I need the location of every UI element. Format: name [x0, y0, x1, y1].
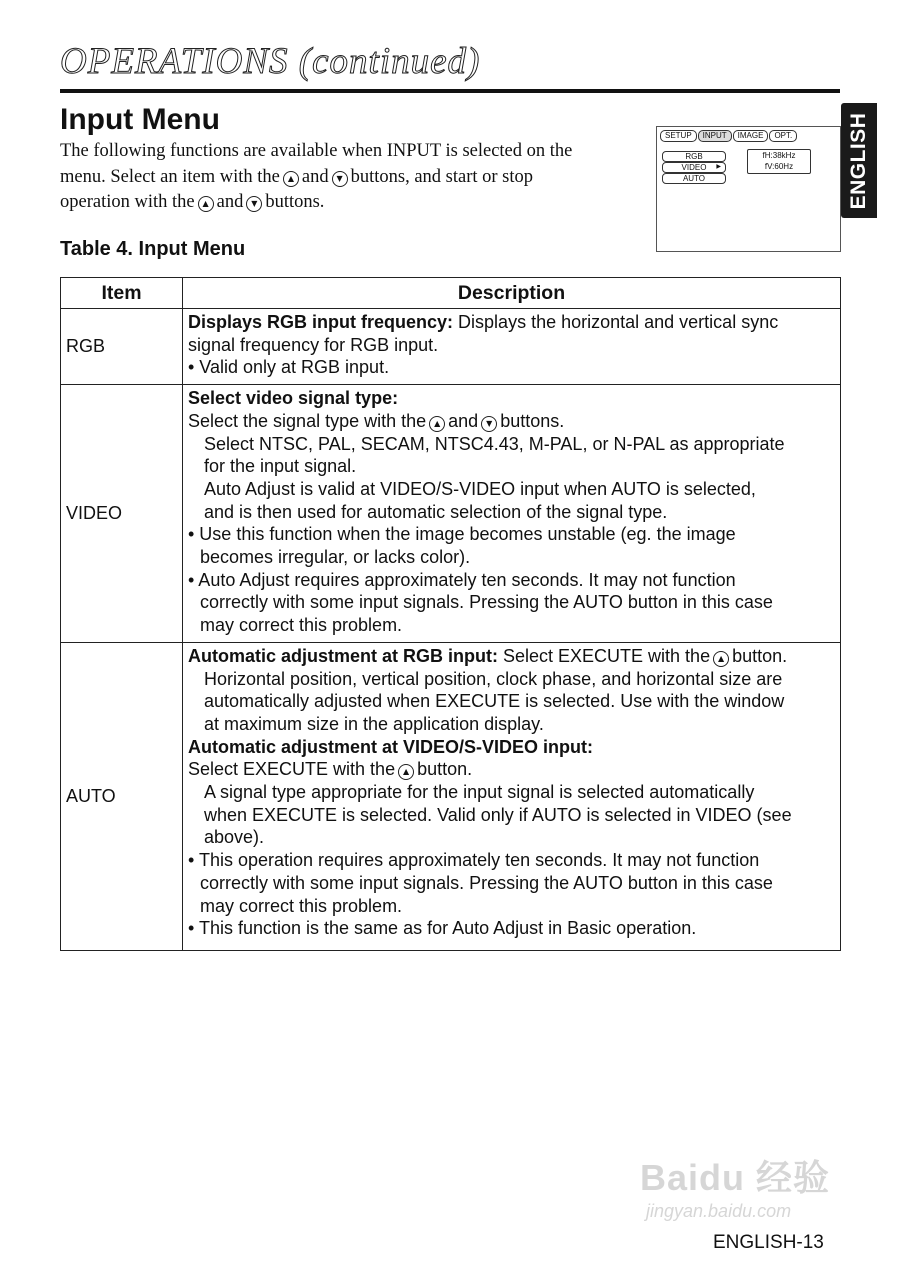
text-segment: buttons, and start or stop [350, 166, 534, 187]
intro-paragraph [60, 139, 620, 216]
text-segment: at maximum size in the application display. [204, 713, 544, 734]
description-line [188, 433, 836, 456]
up-button-icon: ▲ [713, 651, 729, 667]
text-segment: and [448, 410, 479, 431]
text-segment: may correct this problem. [200, 615, 403, 636]
up-button-icon: ▲ [398, 764, 414, 780]
text-segment: Horizontal position, vertical position, clock phase, and horizontal size are [204, 668, 783, 689]
intro-line [60, 139, 620, 165]
text-segment: buttons. [265, 192, 325, 213]
table-row [61, 385, 841, 643]
osd-tab-input: INPUT [698, 130, 732, 142]
osd-item-label: AUTO [682, 174, 706, 183]
input-menu-table [60, 277, 841, 951]
description-line [188, 668, 836, 691]
text-segment: correctly with some input signals. Pressing the AUTO button in this case [200, 872, 773, 893]
watermark-url: jingyan.baidu.com [646, 1201, 792, 1221]
osd-item-auto [662, 173, 726, 184]
up-button-icon: ▲ [283, 171, 299, 187]
description-line [188, 849, 836, 872]
description-line [188, 334, 836, 357]
up-button-icon: ▲ [198, 196, 214, 212]
text-segment: when EXECUTE is selected. Valid only if AUTO is selected in VIDEO (see [204, 804, 792, 825]
table-caption: Table 4. Input Menu [60, 238, 246, 260]
item-cell: VIDEO [61, 385, 183, 643]
description-line [188, 311, 836, 334]
description-line [188, 917, 836, 940]
text-segment: • This operation requires approximately ten seconds. It may not function [188, 850, 760, 871]
description-line [188, 872, 836, 895]
item-cell: RGB [61, 309, 183, 385]
watermark-logo: Baidu 经验 [640, 1157, 831, 1198]
text-segment: automatically adjusted when EXECUTE is selected. Use with the window [204, 691, 785, 712]
text-segment: Select NTSC, PAL, SECAM, NTSC4.43, M-PAL, or N-PAL as appropriate [204, 433, 785, 454]
osd-item-label: RGB [685, 152, 703, 161]
text-segment: Select EXECUTE with the [188, 759, 396, 780]
text-segment: above). [204, 827, 265, 848]
description-line [188, 410, 836, 433]
description-line [188, 591, 836, 614]
language-label: ENGLISH [847, 112, 870, 209]
text-segment: Auto Adjust is valid at VIDEO/S-VIDEO input when AUTO is selected, [204, 478, 756, 499]
description-line [188, 781, 836, 804]
text-segment: may correct this problem. [200, 895, 403, 916]
osd-fh: fH:38kHz [762, 151, 796, 160]
section-title: OPERATIONS (continued) [60, 41, 481, 82]
description-line [188, 387, 836, 410]
osd-tab-opt: OPT. [769, 130, 797, 142]
page-heading: Input Menu [60, 103, 220, 136]
description-line [188, 356, 836, 379]
text-segment: • Valid only at RGB input. [188, 357, 390, 378]
text-segment: button. [732, 645, 788, 666]
text-segment: Select the signal type with the [188, 410, 427, 431]
text-segment: • Auto Adjust requires approximately ten seconds. It may not function [188, 569, 736, 590]
text-segment: Select video signal type: [188, 388, 399, 409]
down-button-icon: ▼ [246, 196, 262, 212]
column-header-description: Description [183, 278, 841, 309]
table-row [61, 642, 841, 950]
watermark [640, 1150, 830, 1222]
intro-line [60, 165, 620, 191]
osd-tab-setup: SETUP [660, 130, 697, 142]
osd-tab-image: IMAGE [733, 130, 769, 142]
osd-tabs [660, 130, 797, 142]
page-number: ENGLISH-13 [713, 1232, 824, 1253]
osd-item-label: VIDEO [681, 163, 707, 172]
description-line [188, 455, 836, 478]
description-line [188, 826, 836, 849]
up-button-icon: ▲ [429, 416, 445, 432]
osd-item-video [662, 162, 726, 173]
header-rule [60, 89, 840, 93]
text-segment: signal frequency for RGB input. [188, 334, 439, 355]
description-line [188, 523, 836, 546]
text-segment: A signal type appropriate for the input signal is selected automatically [204, 782, 755, 803]
description-cell [183, 385, 841, 643]
osd-frequency-info [747, 149, 811, 174]
down-button-icon: ▼ [332, 171, 348, 187]
table-row [61, 309, 841, 385]
text-segment: Automatic adjustment at RGB input: [188, 645, 498, 666]
text-segment: and [301, 166, 329, 187]
text-segment: correctly with some input signals. Pressing the AUTO button in this case [200, 592, 773, 613]
description-line [188, 569, 836, 592]
text-segment: buttons. [500, 410, 565, 431]
description-line [188, 546, 836, 569]
description-cell [183, 309, 841, 385]
description-line [188, 736, 836, 759]
description-line [188, 713, 836, 736]
description-cell [183, 642, 841, 950]
text-segment: button. [417, 759, 473, 780]
description-line [188, 478, 836, 501]
text-segment: and is then used for automatic selection of the signal type. [204, 501, 668, 522]
description-line [188, 690, 836, 713]
text-segment: Displays RGB input frequency: [188, 312, 454, 332]
submenu-arrow-icon: ▶ [716, 164, 721, 170]
language-tab [841, 103, 877, 218]
osd-item-rgb [662, 151, 726, 162]
text-segment: and [216, 192, 244, 213]
item-cell: AUTO [61, 642, 183, 950]
osd-items [662, 151, 726, 184]
description-line [188, 895, 836, 918]
text-segment: Automatic adjustment at VIDEO/S-VIDEO input: [188, 736, 594, 757]
text-segment: for the input signal. [204, 456, 357, 477]
text-segment: • Use this function when the image becomes unstable (eg. the image [188, 524, 736, 545]
column-header-item: Item [61, 278, 183, 309]
down-button-icon: ▼ [481, 416, 497, 432]
description-line [188, 614, 836, 637]
text-segment: Displays the horizontal and vertical sync [453, 312, 779, 332]
text-segment: menu. Select an item with the [60, 166, 280, 187]
text-segment: Select EXECUTE with the [498, 645, 711, 666]
text-segment: The following functions are available when INPUT is selected on the [60, 141, 573, 161]
osd-menu-illustration [656, 126, 841, 252]
description-line [188, 804, 836, 827]
text-segment: operation with the [60, 192, 195, 213]
osd-fv: fV:60Hz [764, 162, 794, 171]
description-line [188, 645, 836, 668]
description-line [188, 758, 836, 781]
description-line [188, 501, 836, 524]
intro-line [60, 190, 620, 216]
text-segment: becomes irregular, or lacks color). [200, 547, 471, 568]
text-segment: • This function is the same as for Auto Adjust in Basic operation. [188, 918, 697, 939]
